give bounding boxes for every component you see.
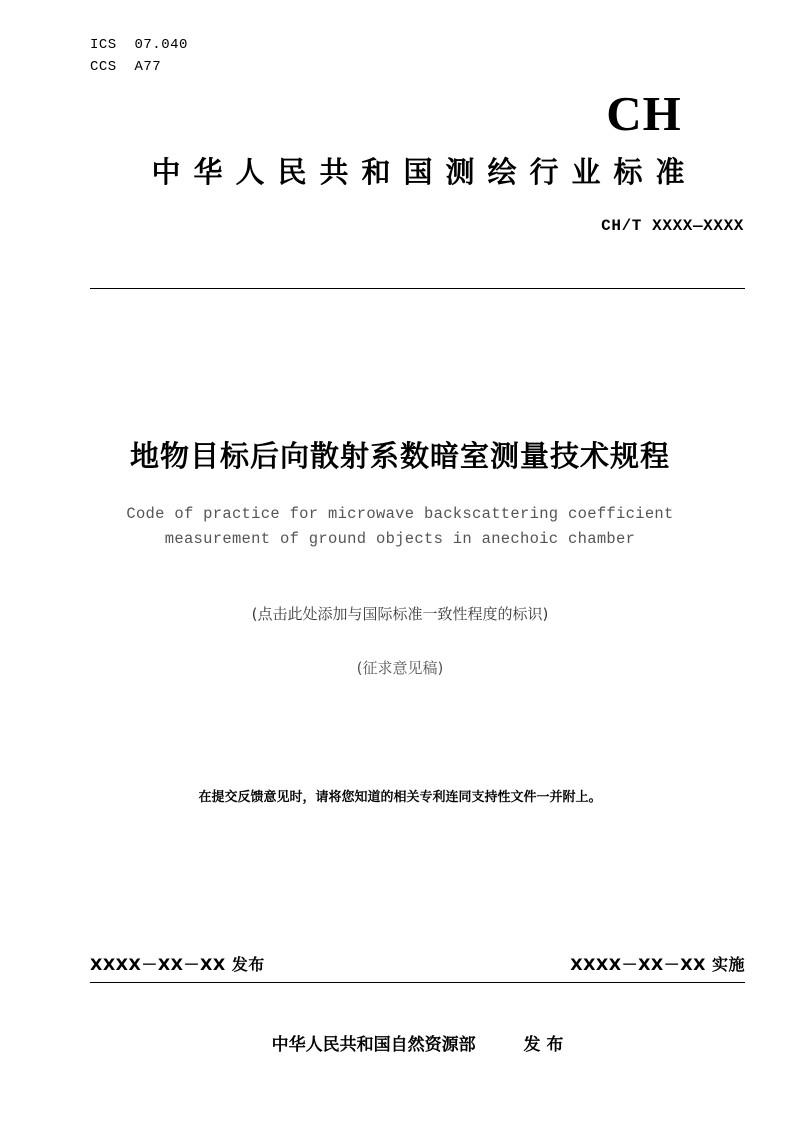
ch-logo: CH — [606, 86, 682, 141]
implementation-date: XXXX－XX－XX 实施 — [570, 955, 745, 974]
header-divider — [90, 288, 745, 289]
document-title-english-line1: Code of practice for microwave backscattering coefficient — [126, 505, 674, 523]
standard-number: CH/T XXXX—XXXX — [601, 217, 744, 235]
issuing-authority — [90, 1030, 745, 1055]
draft-stage-note: (征求意见稿) — [356, 659, 444, 677]
identity-mark-note: (点击此处添加与国际标准一致性程度的标识) — [251, 605, 549, 623]
document-title-english-line2: measurement of ground objects in anechoic chamber — [164, 530, 636, 548]
standard-series-title: 中华人民共和国测绘行业标准 — [151, 155, 698, 189]
ics-code: ICS 07.040 — [90, 37, 188, 53]
patent-notice: 在提交反馈意见时，请将您知道的相关专利连同支持性文件一并附上。 — [198, 790, 602, 805]
document-title-english — [100, 502, 700, 552]
footer-dates — [90, 952, 745, 975]
ccs-code: CCS A77 — [90, 59, 162, 75]
footer-divider — [90, 982, 745, 983]
issuing-authority-verb: 发 布 — [523, 1035, 564, 1055]
issuing-authority-name: 中华人民共和国自然资源部 — [271, 1035, 476, 1055]
classification-block — [90, 34, 188, 78]
document-title-chinese: 地物目标后向散射系数暗室测量技术规程 — [129, 439, 670, 473]
issue-date: XXXX－XX－XX 发布 — [90, 955, 265, 974]
